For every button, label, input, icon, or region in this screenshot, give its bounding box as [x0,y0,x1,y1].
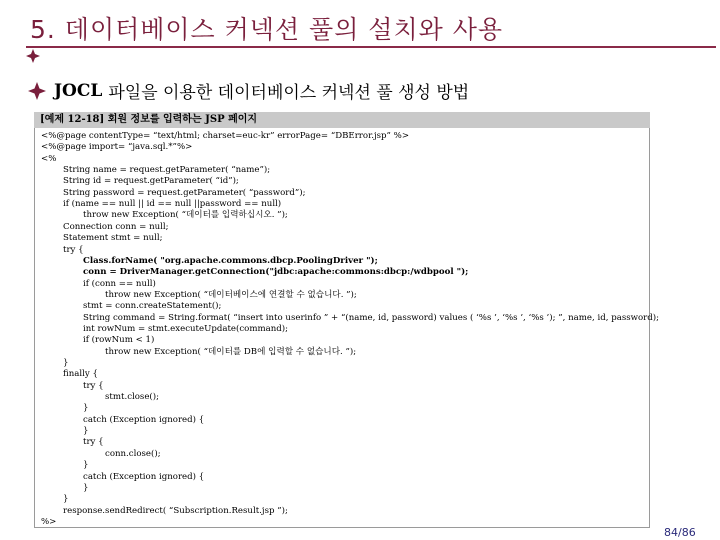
code-line: String id = request.getParameter( “id”); [63,176,239,187]
code-line: } [83,482,89,493]
diamond-bullet-icon [28,82,46,100]
code-line: catch (Exception ignored) { [83,414,205,425]
code-line: Class.forName( "org.apache.commons.dbcp.PoolingDriver "); [83,255,378,266]
code-line: response.sendRedirect( “Subscription.Result.jsp ”); [63,505,288,516]
example-header: [예제 12-18] 회원 정보를 입력하는 JSP 페이지 [34,112,650,128]
code-line: <%@page contentType= “text/html; charset=euc-kr” errorPage= “DBError.jsp” %> [41,131,410,141]
page-number: 84/86 [664,526,696,539]
code-line: Connection conn = null; [63,221,169,232]
code-line: <% [41,153,57,164]
code-line: } [83,460,89,471]
code-line: stmt = conn.createStatement(); [83,301,222,312]
subtitle-keyword: JOCL [54,80,103,101]
code-line: String command = String.format( “insert into userinfo ” + “(name, id, password) values ( ‘%s ’, ‘%s ’, ‘%s ’); ”, name, id, password); [83,312,660,323]
code-line: Statement stmt = null; [63,233,163,244]
diamond-bullet-icon [26,49,40,63]
subtitle [28,78,469,103]
code-line: finally { [63,369,98,380]
code-line: try { [63,244,84,255]
code-line: throw new Exception( “데이터베이스에 연결할 수 없습니다. ”); [105,289,357,300]
code-line: try { [83,380,104,391]
code-line: if (name == null || id == null ||password == null) [63,199,282,210]
code-line: if (conn == null) [83,278,156,289]
code-line: %> [41,516,57,527]
code-line: stmt.close(); [105,392,160,403]
code-line: conn = DriverManager.getConnection("jdbc:apache:commons:dbcp:/wdbpool "); [83,267,469,278]
code-line: } [63,494,69,505]
code-line: throw new Exception( “데이터를 DB에 입력할 수 없습니다. ”); [105,346,357,357]
code-line: String name = request.getParameter( “name”); [63,165,271,176]
title-rule [26,46,716,48]
code-listing [34,128,660,528]
code-line: <%@page import= “java.sql.*”%> [41,142,193,153]
code-line: catch (Exception ignored) { [83,471,205,482]
code-line: if (rowNum < 1) [83,335,155,346]
code-line: int rowNum = stmt.executeUpdate(command); [83,323,289,334]
code-line: } [83,426,89,437]
code-line: try { [83,437,104,448]
code-line: throw new Exception( “데이터를 입력하십시오. ”); [83,210,288,221]
subtitle-text: 파일을 이용한 데이터베이스 커넥션 풀 생성 방법 [108,83,470,103]
slide-title: 5. 데이터베이스 커넥션 풀의 설치와 사용 [30,15,503,44]
code-line: } [63,358,69,368]
code-line: conn.close(); [105,448,161,459]
code-line: String password = request.getParameter( “password”); [63,187,306,198]
code-line: } [83,403,89,414]
